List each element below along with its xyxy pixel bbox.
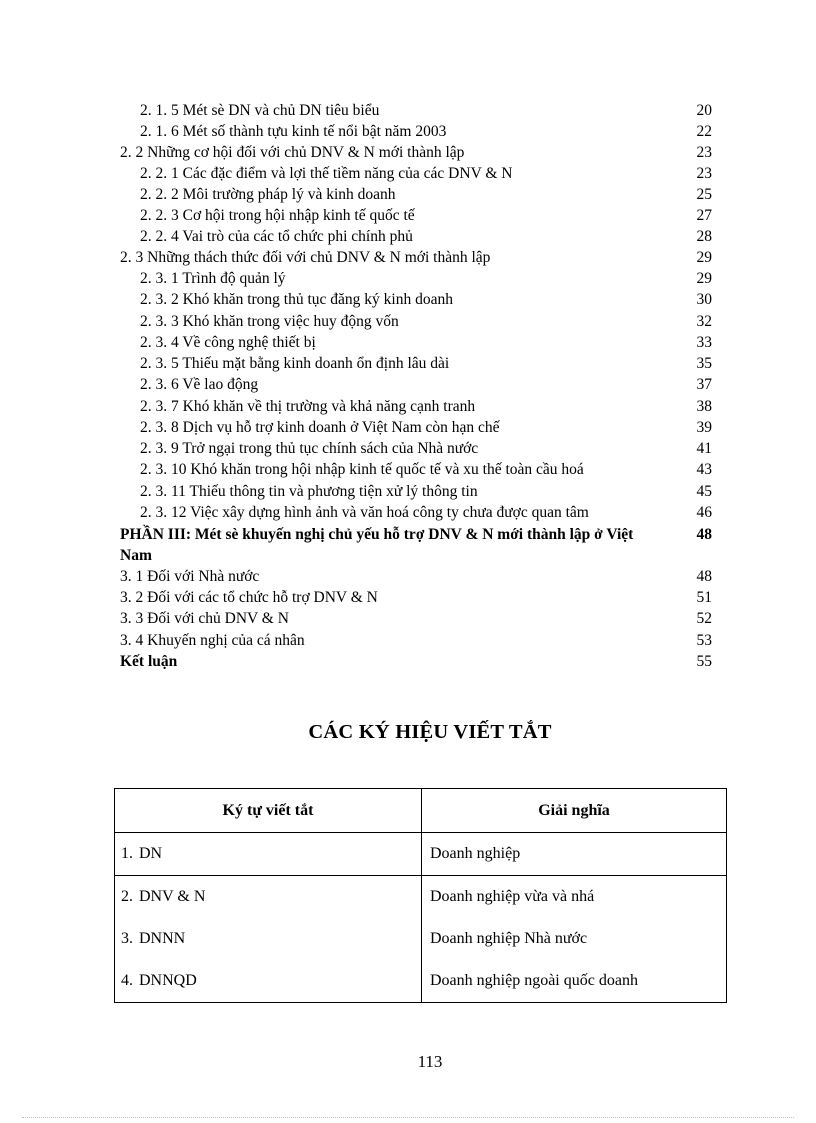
toc-entry-label: 2. 3. 1 Trình độ quản lý — [140, 270, 286, 287]
abbreviation-cell — [115, 833, 422, 876]
toc-entry-label: 2. 1. 5 Mét sè DN và chủ DN tiêu biểu — [140, 102, 380, 119]
toc-entry-page: 38 — [696, 398, 712, 415]
toc-entry — [0, 353, 816, 374]
abbreviation-line — [121, 918, 413, 960]
toc-entry — [0, 184, 816, 205]
toc-entry-label: 2. 2. 3 Cơ hội trong hội nhập kinh tế quốc tế — [140, 207, 415, 224]
toc-entry-page: 53 — [696, 632, 712, 649]
abbreviation-text: DNNQD — [139, 972, 197, 989]
toc-entry — [0, 311, 816, 332]
table-header-row — [115, 789, 727, 833]
toc-entry — [0, 396, 816, 417]
toc-entry-page: 45 — [696, 483, 712, 500]
meaning-line: Doanh nghiệp Nhà nước — [430, 930, 588, 947]
toc-entry-label: 2. 3. 6 Về lao động — [140, 376, 259, 393]
toc-entry-label: 2. 3. 5 Thiếu mặt bằng kinh doanh ổn định lâu dài — [140, 355, 450, 372]
toc-entry — [0, 205, 816, 226]
toc-entry-page: 20 — [696, 102, 712, 119]
toc-entry-page: 22 — [696, 123, 712, 140]
toc-entry — [0, 289, 816, 310]
abbreviation-text: DNV & N — [139, 888, 206, 905]
toc-entry — [0, 247, 816, 268]
toc-entry-label: 2. 2. 1 Các đặc điểm và lợi thế tiềm năng của các DNV & N — [140, 165, 513, 182]
toc-entry — [0, 651, 816, 672]
toc-entry-page: 35 — [696, 355, 712, 372]
toc-entry-page: 43 — [696, 461, 712, 478]
toc-entry — [0, 374, 816, 395]
toc-entry-label: 2. 3. 8 Dịch vụ hỗ trợ kinh doanh ở Việt Nam còn hạn chế — [140, 419, 500, 436]
toc-entry-page: 48 — [696, 526, 712, 543]
toc-entry — [0, 121, 816, 142]
toc-entry — [0, 142, 816, 163]
toc-entry-label: 2. 3. 2 Khó khăn trong thủ tục đăng ký kinh doanh — [140, 291, 453, 308]
toc-entry-label: 3. 3 Đối với chủ DNV & N — [120, 610, 289, 627]
toc-entry-label: 2. 3. 3 Khó khăn trong việc huy động vốn — [140, 313, 399, 330]
toc-entry-label: 2. 3. 9 Trở ngại trong thủ tục chính sách của Nhà nước — [140, 440, 479, 457]
table-row — [115, 833, 727, 876]
toc-entry — [0, 566, 816, 587]
toc-entry-page: 29 — [696, 270, 712, 287]
toc-entry-page: 39 — [696, 419, 712, 436]
toc-entry — [0, 100, 816, 121]
column-header-meaning: Giải nghĩa — [422, 789, 727, 833]
meaning-line: Doanh nghiệp ngoài quốc doanh — [430, 972, 638, 989]
meaning-cell: Doanh nghiệp — [422, 833, 727, 876]
toc-entry-label: 2. 3. 7 Khó khăn về thị trường và khả năng cạnh tranh — [140, 398, 476, 415]
page-number: 113 — [417, 1052, 443, 1071]
toc-entry-label: 2. 3 Những thách thức đối với chủ DNV & N mới thành lập — [120, 249, 491, 266]
abbreviation-line — [121, 876, 413, 918]
toc-entry — [0, 332, 816, 353]
toc-entry-label: 2. 3. 12 Việc xây dựng hình ảnh và văn hoá công ty chưa được quan tâm — [140, 504, 589, 521]
toc-entry-label: Kết luận — [120, 653, 178, 670]
toc-entry-page: 51 — [696, 589, 712, 606]
toc-entry-part-heading — [0, 524, 816, 566]
toc-entry — [0, 268, 816, 289]
toc-entry — [0, 608, 816, 629]
toc-entry-label: 2. 2. 2 Môi trường pháp lý và kinh doanh — [140, 186, 396, 203]
row-number: 1. — [121, 845, 133, 862]
meaning-cell-group — [422, 876, 727, 1003]
toc-entry-label: 3. 1 Đối với Nhà nước — [120, 568, 260, 585]
abbreviations-heading: CÁC KÝ HIỆU VIẾT TẮT — [308, 721, 552, 743]
toc-entry — [0, 226, 816, 247]
toc-entry — [0, 630, 816, 651]
toc-entry-page: 28 — [696, 228, 712, 245]
toc-entry — [0, 459, 816, 480]
toc-entry-label: 3. 2 Đối với các tổ chức hỗ trợ DNV & N — [120, 589, 378, 606]
toc-entry-page: 27 — [696, 207, 712, 224]
toc-entry-page: 48 — [696, 568, 712, 585]
meaning-line: Doanh nghiệp vừa và nhá — [430, 888, 595, 905]
toc-entry-label: 2. 1. 6 Mét số thành tựu kinh tế nổi bật năm 2003 — [140, 123, 447, 140]
toc-entry-label: 2. 3. 11 Thiếu thông tin và phương tiện xử lý thông tin — [140, 483, 478, 500]
toc-entry — [0, 438, 816, 459]
toc-entry-page: 33 — [696, 334, 712, 351]
abbreviation-text: DN — [139, 845, 163, 862]
toc-entry-label: 2. 2. 4 Vai trò của các tổ chức phi chính phủ — [140, 228, 413, 245]
toc-entry-page: 25 — [696, 186, 712, 203]
abbreviation-line — [121, 960, 413, 1002]
toc-entry-page: 37 — [696, 376, 712, 393]
toc-entry — [0, 502, 816, 523]
toc-entry-label: 2. 3. 4 Về công nghệ thiết bị — [140, 334, 316, 351]
toc-entry — [0, 587, 816, 608]
column-header-abbreviation: Ký tự viết tắt — [115, 789, 422, 833]
row-number: 2. — [121, 888, 133, 905]
toc-entry-page: 23 — [696, 165, 712, 182]
table-row-group — [115, 876, 727, 1003]
toc-entry-label: PHẦN III: Mét sè khuyến nghị chủ yếu hỗ trợ DNV & N mới thành lập ở Việt Nam — [120, 526, 634, 564]
toc-entry-page: 41 — [696, 440, 712, 457]
row-number: 4. — [121, 972, 133, 989]
page-bottom-divider — [22, 1117, 794, 1118]
toc-entry — [0, 417, 816, 438]
toc-entry-label: 3. 4 Khuyến nghị của cá nhân — [120, 632, 305, 649]
abbreviation-cell-group — [115, 876, 422, 1003]
toc-entry-page: 30 — [696, 291, 712, 308]
toc-entry-page: 55 — [696, 653, 712, 670]
abbreviation-text: DNNN — [139, 930, 186, 947]
toc-entry-page: 52 — [696, 610, 712, 627]
toc-entry-label: 2. 2 Những cơ hội đối với chủ DNV & N mới thành lập — [120, 144, 465, 161]
toc-entry-page: 23 — [696, 144, 712, 161]
toc-entry-page: 32 — [696, 313, 712, 330]
toc-entry — [0, 163, 816, 184]
toc-entry-label: 2. 3. 10 Khó khăn trong hội nhập kinh tế quốc tế và xu thế toàn cầu hoá — [140, 461, 584, 478]
abbreviations-table — [114, 788, 727, 1003]
row-number: 3. — [121, 930, 133, 947]
toc-entry — [0, 481, 816, 502]
toc-entry-page: 29 — [696, 249, 712, 266]
toc-entry-page: 46 — [696, 504, 712, 521]
